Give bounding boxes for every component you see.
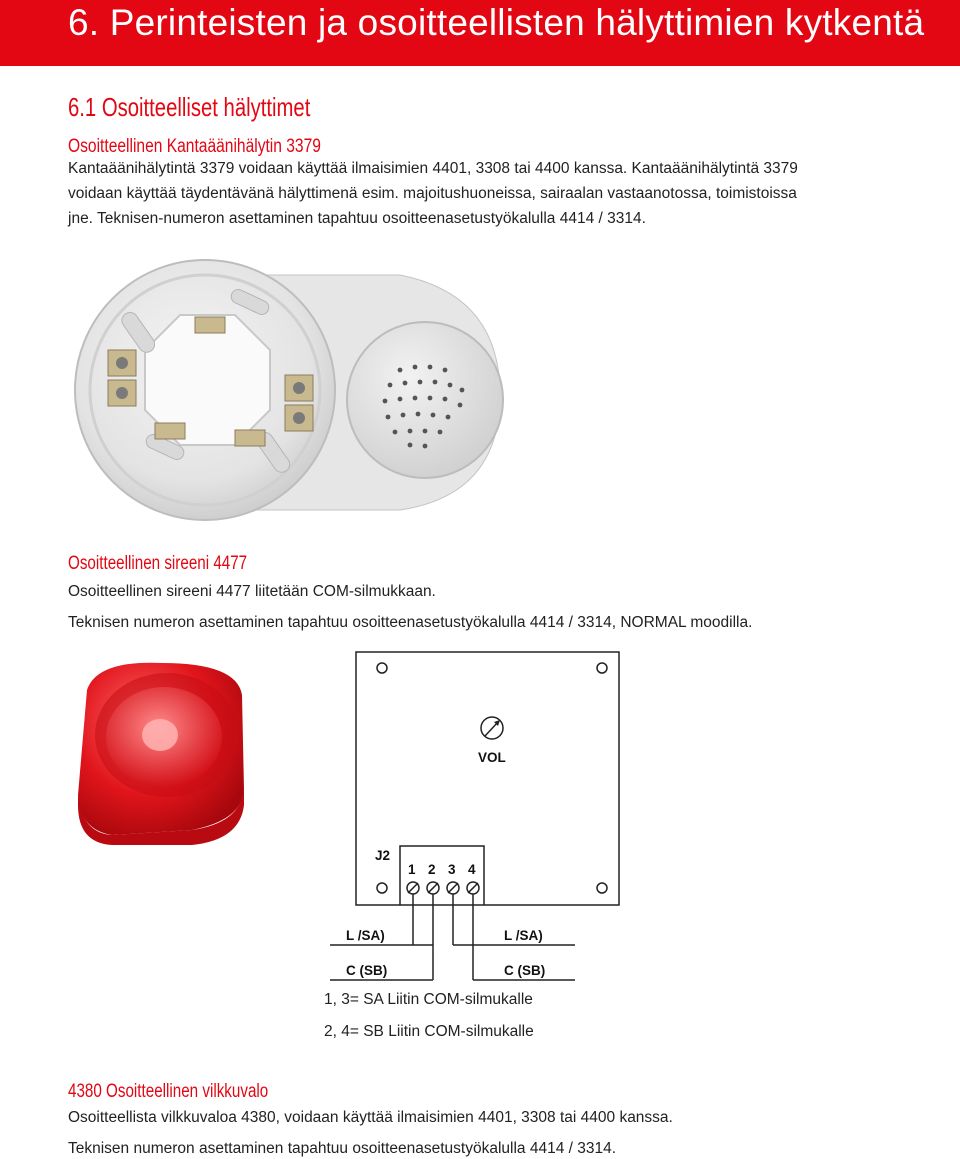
sounder-heading: Osoitteellinen Kantaäänihälytin 3379 <box>68 136 321 157</box>
flasher-text-line-2: Teknisen numeron asettaminen tapahtuu osoitteenasetustyökalulla 4414 / 3314. <box>68 1140 617 1157</box>
flasher-heading: 4380 Osoitteellinen vilkkuvalo <box>68 1081 269 1102</box>
right-top-label: L /SA) <box>504 928 543 943</box>
flasher-text-line-1: Osoitteellista vilkkuvaloa 4380, voidaan käyttää ilmaisimien 4401, 3308 tai 4400 kanssa. <box>68 1109 673 1126</box>
vol-label: VOL <box>478 750 506 765</box>
siren-heading: Osoitteellinen sireeni 4477 <box>68 553 248 574</box>
sounder-base-image <box>70 255 510 525</box>
section-heading: 6.1 Osoitteelliset hälyttimet <box>68 92 311 122</box>
siren-text-line-2: Teknisen numeron asettaminen tapahtuu osoitteenasetustyökalulla 4414 / 3314, NORMAL moodilla. <box>68 614 753 631</box>
sounder-text-line-2: voidaan käyttää täydentävänä hälyttimenä esim. majoitushuoneissa, sairaalan vastaanotossa, toimistoissa <box>68 185 797 202</box>
sounder-text-line-1: Kantaäänihälytintä 3379 voidaan käyttää ilmaisimien 4401, 3308 tai 4400 kanssa. Kantaäänihälytintä 3379 <box>68 160 798 177</box>
left-bottom-label: C (SB) <box>346 963 388 978</box>
j2-label: J2 <box>375 848 391 863</box>
header-banner <box>0 0 960 66</box>
sounder-text-line-3: jne. Teknisen-numeron asettaminen tapahtuu osoitteenasetustyökalulla 4414 / 3314. <box>68 210 646 227</box>
left-top-label: L /SA) <box>346 928 385 943</box>
siren-text-line-1: Osoitteellinen sireeni 4477 liitetään COM-silmukkaan. <box>68 583 436 600</box>
terminal-1-label: 1 <box>408 862 416 877</box>
terminal-4-label: 4 <box>468 862 476 877</box>
terminal-2-label: 2 <box>428 862 436 877</box>
siren-image <box>72 655 252 845</box>
diagram-note-1: 1, 3= SA Liitin COM-silmukalle <box>324 991 533 1008</box>
right-bottom-label: C (SB) <box>504 963 546 978</box>
terminal-3-label: 3 <box>448 862 456 877</box>
diagram-note-2: 2, 4= SB Liitin COM-silmukalle <box>324 1023 534 1040</box>
page-title: 6. Perinteisten ja osoitteellisten hälyttimien kytkentä <box>68 2 925 43</box>
